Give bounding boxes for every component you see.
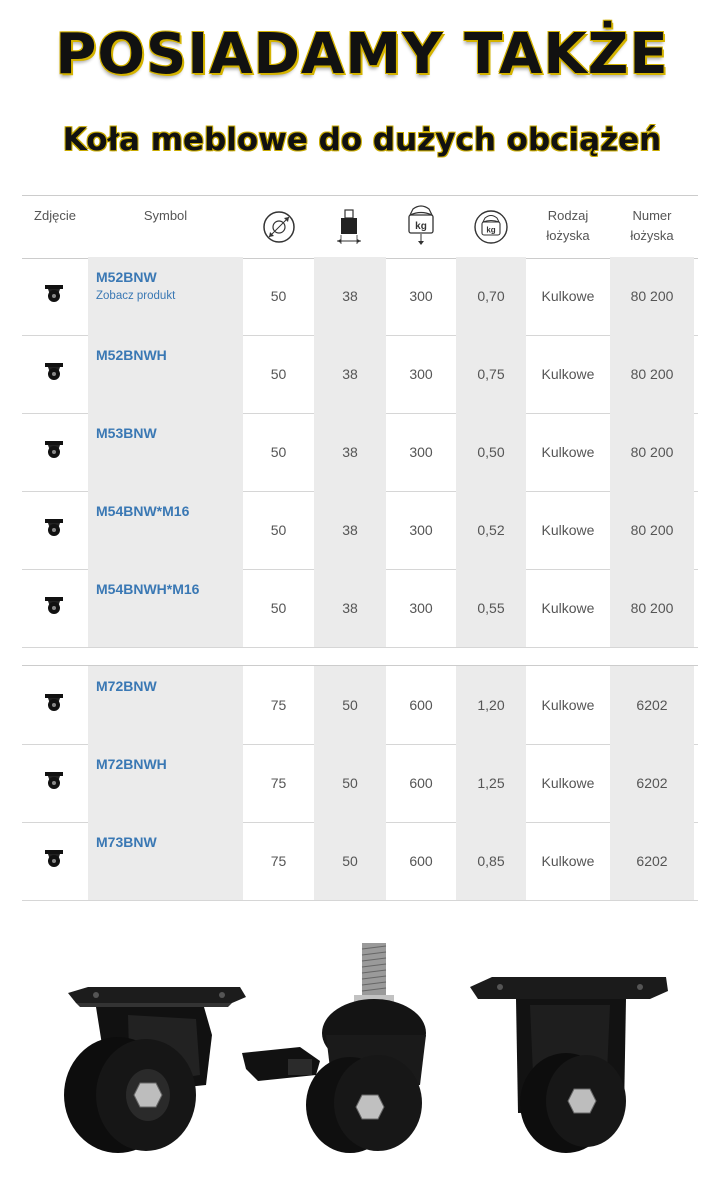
diameter-cell: 50 xyxy=(270,522,287,538)
header-bearing-type-line1: Rodzaj xyxy=(547,208,589,223)
page-title: POSIADAMY TAKŻE xyxy=(55,22,669,87)
weight-cell: 0,75 xyxy=(477,366,505,382)
load-cell: 300 xyxy=(409,288,433,304)
weight-cell: 0,55 xyxy=(477,600,505,616)
caster-thumbnail xyxy=(42,517,66,541)
number-cell: 6202 xyxy=(636,853,668,869)
table-row xyxy=(22,335,698,414)
load-cell: 600 xyxy=(409,775,433,791)
page-subtitle: Koła meblowe do dużych obciążeń xyxy=(62,122,662,158)
width-cell: 38 xyxy=(342,366,358,382)
product-symbol-link[interactable]: M52BNW xyxy=(96,269,157,285)
table-row xyxy=(22,666,698,745)
bearing-cell: Kulkowe xyxy=(541,444,595,460)
diameter-cell: 50 xyxy=(270,444,287,460)
product-symbol-link[interactable]: M72BNWH xyxy=(96,756,167,772)
table-row xyxy=(22,744,698,823)
number-cell: 6202 xyxy=(636,697,668,713)
load-cell: 600 xyxy=(409,697,433,713)
table-header xyxy=(22,195,698,259)
load-cell: 600 xyxy=(409,853,433,869)
table-row xyxy=(22,491,698,570)
bearing-cell: Kulkowe xyxy=(541,853,595,869)
table-row xyxy=(22,822,698,901)
product-symbol-link[interactable]: M73BNW xyxy=(96,834,157,850)
weight-cell: 1,25 xyxy=(477,775,505,791)
caster-thumbnail xyxy=(42,439,66,463)
diameter-cell: 50 xyxy=(270,600,287,616)
weight-cell: 0,85 xyxy=(477,853,505,869)
bearing-cell: Kulkowe xyxy=(541,775,595,791)
header-bearing-type xyxy=(526,206,610,246)
diameter-cell: 50 xyxy=(270,366,287,382)
width-cell: 50 xyxy=(342,697,358,713)
caster-thumbnail xyxy=(42,595,66,619)
weight-cell: 1,20 xyxy=(477,697,505,713)
product-symbol-link[interactable]: M54BNW*M16 xyxy=(96,503,190,519)
number-cell: 6202 xyxy=(636,775,668,791)
weight-cell: 0,52 xyxy=(477,522,505,538)
number-cell: 80 200 xyxy=(630,600,674,616)
load-capacity-icon xyxy=(386,204,456,252)
diameter-cell: 75 xyxy=(270,775,287,791)
width-cell: 50 xyxy=(342,853,358,869)
caster-photos xyxy=(0,935,724,1165)
table-row xyxy=(22,257,698,336)
diameter-cell: 50 xyxy=(270,288,287,304)
product-symbol-link[interactable]: M52BNWH xyxy=(96,347,167,363)
table-row xyxy=(22,413,698,492)
bearing-cell: Kulkowe xyxy=(541,522,595,538)
number-cell: 80 200 xyxy=(630,444,674,460)
width-cell: 38 xyxy=(342,600,358,616)
load-cell: 300 xyxy=(409,600,433,616)
load-kg-label: kg xyxy=(415,221,427,232)
load-cell: 300 xyxy=(409,444,433,460)
load-cell: 300 xyxy=(409,366,433,382)
weight-icon xyxy=(456,208,526,252)
number-cell: 80 200 xyxy=(630,288,674,304)
product-symbol-link[interactable]: M72BNW xyxy=(96,678,157,694)
weight-cell: 0,70 xyxy=(477,288,505,304)
product-symbol-link[interactable]: M54BNWH*M16 xyxy=(96,581,200,597)
number-cell: 80 200 xyxy=(630,522,674,538)
header-bearing-number-line2: łożyska xyxy=(630,228,674,243)
weight-cell: 0,50 xyxy=(477,444,505,460)
caster-thumbnail xyxy=(42,283,66,307)
product-symbol-link[interactable]: M53BNW xyxy=(96,425,157,441)
caster-thumbnail xyxy=(42,770,66,794)
header-bearing-type-line2: łożyska xyxy=(546,228,590,243)
weight-kg-label: kg xyxy=(486,225,496,235)
swivel-caster-photo xyxy=(64,987,246,1153)
group-separator xyxy=(22,648,698,666)
number-cell: 80 200 xyxy=(630,366,674,382)
load-cell: 300 xyxy=(409,522,433,538)
bearing-cell: Kulkowe xyxy=(541,366,595,382)
diameter-cell: 75 xyxy=(270,853,287,869)
caster-thumbnail xyxy=(42,848,66,872)
bearing-cell: Kulkowe xyxy=(541,697,595,713)
header-bearing-number xyxy=(610,206,694,246)
table-row xyxy=(22,569,698,648)
width-cell: 38 xyxy=(342,288,358,304)
wheel-diameter-icon xyxy=(243,210,314,250)
header-symbol: Symbol xyxy=(143,208,188,223)
diameter-cell: 75 xyxy=(270,697,287,713)
fixed-caster-photo xyxy=(470,977,668,1153)
width-cell: 38 xyxy=(342,444,358,460)
view-product-link[interactable]: Zobacz produkt xyxy=(96,290,176,302)
caster-thumbnail xyxy=(42,361,66,385)
bearing-cell: Kulkowe xyxy=(541,288,595,304)
header-photo: Zdjęcie xyxy=(34,208,76,223)
wheel-width-icon xyxy=(314,208,386,252)
threaded-stem-caster-with-brake-photo xyxy=(242,943,426,1153)
width-cell: 50 xyxy=(342,775,358,791)
bearing-cell: Kulkowe xyxy=(541,600,595,616)
header-bearing-number-line1: Numer xyxy=(632,208,672,223)
width-cell: 38 xyxy=(342,522,358,538)
caster-thumbnail xyxy=(42,692,66,716)
